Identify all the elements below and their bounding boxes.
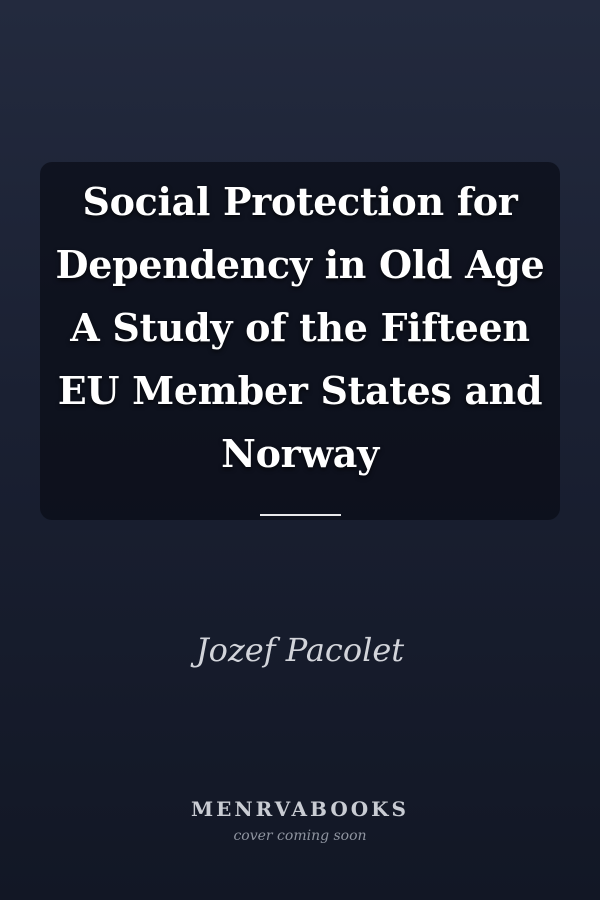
- book-title: Social Protection for Dependency in Old Age A Study of the Fifteen EU Member States and Norway: [55, 178, 545, 476]
- author-name: Jozef Pacolet: [195, 631, 405, 669]
- publisher-name: MENRVABOOKS: [191, 797, 409, 821]
- title-divider: [260, 514, 341, 516]
- title-panel: [40, 162, 560, 520]
- cover-tagline: cover coming soon: [233, 828, 367, 844]
